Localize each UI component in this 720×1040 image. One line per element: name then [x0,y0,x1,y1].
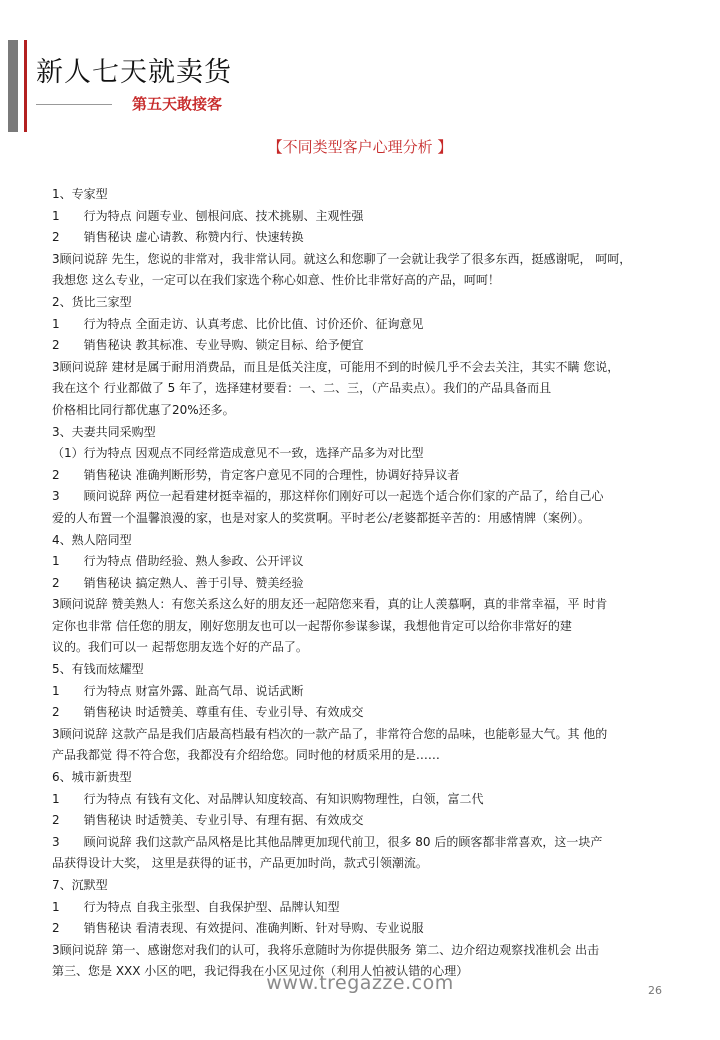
header-gray-bar [8,40,18,132]
text-line: 2 销售秘诀 时适赞美、专业引导、有理有据、有效成交 [52,813,364,828]
text-line: 第三、您是 XXX 小区的吧，我记得我在小区见过你（利用人怕被认错的心理） [52,964,469,979]
text-line: 2、货比三家型 [52,294,132,309]
text-line: 3、夫妻共同采购型 [52,424,156,439]
text-line: 议的。我们可以一 起帮您朋友选个好的产品了。 [52,640,308,655]
text-line: 2 销售秘诀 虚心请教、称赞内行、快速转换 [52,230,304,245]
text-line: 2 销售秘诀 搞定熟人、善于引导、赞美经验 [52,575,304,590]
text-line: 1 行为特点 问题专业、刨根问底、技术挑剔、主观性强 [52,208,364,223]
text-line: 4、熟人陪同型 [52,532,132,547]
text-line: 3顾问说辞 这款产品是我们店最高档最有档次的一款产品了，非常符合您的品味，也能彰显大气。其 他的 [52,726,608,741]
text-line: 定你也非常 信任您的朋友，刚好您朋友也可以一起帮你参谋参谋，我想他肯定可以给你非常好的建 [52,618,572,633]
text-line: 1 行为特点 自我主张型、自我保护型、品牌认知型 [52,899,340,914]
document-body [52,184,702,983]
text-line: 7、沉默型 [52,878,108,892]
text-line: 我在这个 行业都做了 5 年了，选择建材要看：一、二、三，（产品卖点）。我们的产品具备而且 [52,381,552,396]
text-line: 3顾问说辞 第一、感谢您对我们的认可，我将乐意随时为你提供服务 第二、边介绍边观察找准机会 出击 [52,942,600,957]
text-line: 2 销售秘诀 准确判断形势，肯定客户意见不同的合理性，协调好持异议者 [52,467,460,482]
text-line: 3 顾问说辞 两位一起看建材挺幸福的，那这样你们刚好可以一起选个适合你们家的产品了，给自己心 [52,489,604,504]
text-line: 爱的人布置一个温馨浪漫的家，也是对家人的奖赏啊。平时老公/老婆都挺辛苦的：用感情牌（案例）。 [52,510,591,525]
text-line: 3顾问说辞 建材是属于耐用消费品，而且是低关注度，可能用不到的时候几乎不会去关注，其实不瞒 您说， [52,359,620,374]
text-line: 3 顾问说辞 我们这款产品风格是比其他品牌更加现代前卫，很多 80 后的顾客都非常喜欢，这一块产 [52,834,603,849]
text-line: 产品我都觉 得不符合您，我都没有介绍给您。同时他的材质采用的是…… [52,748,440,763]
text-line: 2 销售秘诀 时适赞美、尊重有佳、专业引导、有效成交 [52,705,364,720]
text-line: 6、城市新贵型 [52,770,132,785]
text-line: 2 销售秘诀 看清表现、有效提问、准确判断、针对导购、专业说服 [52,921,424,936]
text-line: 3顾问说辞 先生，您说的非常对，我非常认同。就这么和您聊了一会就让我学了很多东西，挺感谢呢， 呵呵， [52,251,632,266]
text-line: 1 行为特点 财富外露、趾高气昂、说话武断 [52,683,304,698]
website-footer: www.tregazze.com [266,972,454,994]
text-line: 1、专家型 [52,187,108,201]
text-line: 价格相比同行都优惠了20%还多。 [52,402,235,417]
text-line: 2 销售秘诀 教其标准、专业导购、锁定目标、给予便宜 [52,338,364,353]
section-title: 【不同类型客户心理分析 】 [267,138,453,156]
page-number: 26 [648,984,662,997]
text-line: （1）行为特点 因观点不同经常造成意见不一致，选择产品多为对比型 [52,446,424,461]
header-red-bar [24,40,27,132]
text-line: 5、有钱而炫耀型 [52,662,144,677]
text-line: 1 行为特点 借助经验、熟人参政、公开评议 [52,554,304,569]
header-divider [36,104,112,105]
page-title: 新人七天就卖货 [36,57,232,88]
text-line: 3顾问说辞 赞美熟人：有您关系这么好的朋友还一起陪您来看，真的让人羡慕啊，真的非常幸福，平 时肯 [52,597,608,612]
text-line: 品获得设计大奖， 这里是获得的证书，产品更加时尚，款式引领潮流。 [52,856,428,871]
text-line: 1 行为特点 全面走访、认真考虑、比价比值、讨价还价、征询意见 [52,316,424,331]
page-subtitle: 第五天敢接客 [132,95,223,113]
text-line: 1 行为特点 有钱有文化、对品牌认知度较高、有知识购物理性，白领，富二代 [52,791,484,806]
text-line: 我想您 这么专业，一定可以在我们家选个称心如意、性价比非常好高的产品，呵呵！ [52,273,500,288]
